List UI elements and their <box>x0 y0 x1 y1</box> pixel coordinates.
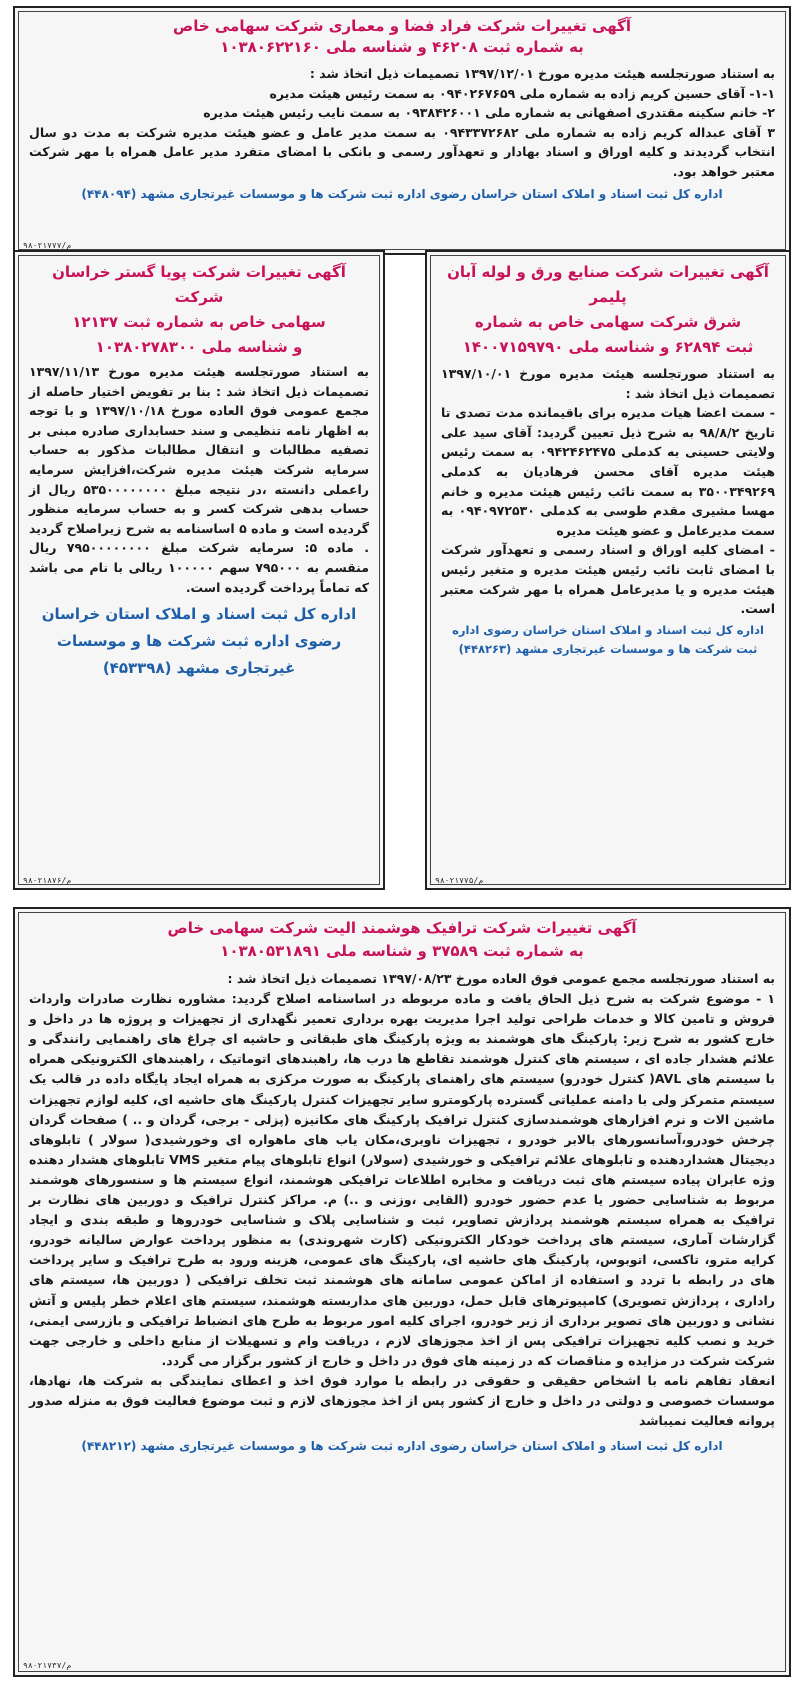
ad-top-paragraph: ۳ آقای عبداله کریم زاده به شماره ملی ۰۹۴۳۳۷۲۶۸۲ به سمت مدیر عامل و عضو هیئت مدیره شرکت به مدت دو سال انتخاب گردیدند و کلیه اوراق و اسناد بهادار و تعهدآور رسمی و بانکی با امضای متفرد مدیر عامل همراه با مهر شرکت معتبر خواهد بود. <box>29 124 776 179</box>
ad-right-title-line3: ثبت ۶۲۸۹۴ و شناسه ملی ۱۴۰۰۷۱۵۹۷۹۰ <box>462 338 754 356</box>
ad-right-paragraph: - سمت اعضا هیات مدیره برای باقیمانده مدت تصدی تا تاریخ ۹۸/۸/۲ به شرح ذیل تعیین گردید: آقای سید علی ولایتی حسینی به کدملی ۰۹۴۲۴۶۲۴۷۵ به سمت رئیس هیئت مدیره آقای محسن فرهادیان به کدملی ۳۵۰۰۳۴۹۲۶۹ به سمت نائب رئیس هیئت مدیره و خانم مهسا مشیری مقدم طوسی به کدملی ۰۹۴۰۹۷۲۵۳۰ به سمت مدیرعامل و عضو هیئت مدیره <box>441 405 776 538</box>
ad-right-title-line1: آگهی تغییرات شرکت صنایع ورق و لوله آبان پلیمر <box>447 263 769 306</box>
ad-top-notice <box>13 6 791 255</box>
ad-left-code: ۹۸۰۲۱۸۷۶/م <box>23 876 72 885</box>
ad-top-title-line2: به شماره ثبت ۴۶۲۰۸ و شناسه ملی ۱۰۳۸۰۶۲۲۱۶۰ <box>220 38 584 56</box>
ad-right-body <box>441 364 775 619</box>
ad-bottom-code: ۹۸۰۲۱۷۳۷/م <box>23 1661 72 1670</box>
ad-bottom-notice <box>13 907 791 1677</box>
ad-left-frame <box>18 255 380 885</box>
ad-top-paragraph: ۱-۱- آقای حسین کریم زاده به شماره ملی ۰۹۴۰۲۶۷۶۵۹ به سمت رئیس هیئت مدیره <box>269 85 775 101</box>
ad-top-code: ۹۸۰۲۱۷۷۷/م <box>23 241 72 250</box>
ad-bottom-body <box>29 969 775 1431</box>
ad-left-body <box>29 362 369 597</box>
ad-top-footer: اداره کل ثبت اسناد و املاک استان خراسان رضوی اداره ثبت شرکت ها و موسسات غیرتجاری مشهد (۴۴۸۰۹۴) <box>81 187 723 201</box>
ad-bottom-title-line1: آگهی تغییرات شرکت ترافیک هوشمند الیت شرکت سهامی خاص <box>167 919 637 937</box>
ad-left-notice <box>13 250 385 890</box>
ad-right-code: ۹۸۰۲۱۷۷۵/م <box>435 876 484 885</box>
ad-top-title-line1: آگهی تغییرات شرکت فراد فضا و معماری شرکت سهامی خاص <box>173 17 631 35</box>
ad-right-notice <box>425 250 791 890</box>
ad-bottom-frame <box>18 912 786 1672</box>
ad-top-paragraph: به استناد صورتجلسه هیئت مدیره مورخ ۱۳۹۷/۱۲/۰۱ تصمیمات ذیل اتخاذ شد : <box>309 66 775 81</box>
ad-right-title-line2: شرق شرکت سهامی خاص به شماره <box>474 313 742 331</box>
ad-left-footer: اداره کل ثبت اسناد و املاک استان خراسان رضوی اداره ثبت شرکت ها و موسسات غیرتجاری مشهد (۴۵۳۳۹۸) <box>41 605 357 678</box>
ad-bottom-title-line2: به شماره ثبت ۳۷۵۸۹ و شناسه ملی ۱۰۳۸۰۵۳۱۸۹۱ <box>220 942 584 960</box>
ad-bottom-footer: اداره کل ثبت اسناد و املاک استان خراسان رضوی اداره ثبت شرکت ها و موسسات غیرتجاری مشهد (۴۴۸۲۱۲) <box>81 1439 723 1454</box>
ad-bottom-paragraph: انعقاد تفاهم نامه با اشخاص حقیقی و حقوقی در رابطه با موارد فوق اخذ و اعطای نمایندگی به شرکت ها، نهادها، موسسات خصوصی و دولتی در داخل و خارج از کشور پس از اخذ مجوزهای لازم و ثبت موضوع فعالیت فوق به منزله صدور پروانه فعالیت نمیباشد <box>29 1372 775 1429</box>
ad-top-frame <box>18 11 786 250</box>
ad-bottom-paragraph: به استناد صورتجلسه مجمع عمومی فوق العاده مورخ ۱۳۹۷/۰۸/۲۳ تصمیمات ذیل اتخاذ شد : <box>227 971 775 986</box>
ad-right-paragraph: - امضای کلیه اوراق و اسناد رسمی و تعهدآور شرکت با امضای ثابت نائب رئیس هیئت مدیره و متغیر رئیس هیئت مدیره و یا مدیرعامل همراه با مهر شرکت معتبر است. <box>441 542 775 617</box>
ad-left-title-line1: آگهی تغییرات شرکت پویا گستر خراسان شرکت <box>52 263 346 306</box>
ad-top-paragraph: ۲- خانم سکینه مقتدری اصفهانی به شماره ملی ۰۹۳۸۴۲۶۰۰۱ به سمت نایب رئیس هیئت مدیره <box>203 105 775 120</box>
ad-top-body <box>29 64 775 181</box>
ad-left-title-line2: سهامی خاص به شماره ثبت ۱۲۱۳۷ <box>72 313 326 331</box>
ad-right-frame <box>430 255 786 885</box>
ad-bottom-paragraph: ۱ - موضوع شرکت به شرح ذیل الحاق یافت و ماده مربوطه در اساسنامه اصلاح گردید: مشاوره نظارت صادرات واردات فروش و تامین کالا و خدمات طراحی تولید اجرا مدیریت بهره برداری تعمیر نگهداری از تجهیزات و پروژه ها در داخل و خارج کشور به شرح زیر: پارکینگ های هوشمند به ویژه پارکینگ های طبقاتی و حاشیه ای چراغ های راهنمایی رانندگی و علائم هشدار جاده ای ، سیستم های کنترل هوشمند تقاطع ها درب ها، راهبندهای اتوماتیک ، راهبندهای الکترونیکی همراه با سیستم های AVL( کنترل خودرو) سیستم های راهنمای پارکینگ به صورت مرکزی به همراه ایجاد پایگاه داده در قالب یک سیستم متمرکز ولی با دامنه عملیاتی گسترده پارکومترو سایر تجهیزات کنترل پارکینگ های حاشیه ای، کلیه لوازم تجهیزات ماشین الات و نرم افزارهای هوشمندسازی کنترل ترافیک پارکینگ های مکانیزه (پزلی - برجی، گردان و .. ) صفحات گردان چرخش خودرو،آسانسورهای بالابر خودرو ، تجهیزات ناوبری،مکان یاب های ماهواره ای وخورشیدی( سولار ) تابلوهای دیجیتال هشداردهنده و تابلوهای علائم ترافیکی و خورشیدی (سولار) انواع تابلوهای پیام متغیر VMS تابلوهای هشدار دهنده وژه عابران پیاده سیستم های ثبت دریافت و مخابره اطلاعات ترافیکی هوشمند، انواع سیستم ها و سنسورهای هوشمند مربوط به شناسایی حضور یا عدم حضور خودرو (القایی ،وزنی و ..) م. مراکز کنترل ترافیک و دوربین های نظارت بر ترافیک به همراه سیستم هوشمند پردازش تصاویر، ثبت و شناسایی پلاک و شناسایی خودروها و طبقه بندی و ایجاد گزارشات آماری، سیستم های پرداخت خودکار الکترونیکی (کارت شهروندی) به منظور پرداخت عوارض سالیانه خودرو، کرایه مترو، تاکسی، اتوبوس، پارکینگ های حاشیه ای، پارکینگ های عمومی، هزینه ورود به طرح ترافیک و سایر پرداخت های در رابطه با تردد و استفاده از اماکن عمومی سامانه های هوشمند ثبت تخلف ترافیکی ( دوربین ها، سیستم های راداری ، پردازش تصویری) کامپیوترهای قابل حمل، دوربین های مداربسته هوشمند، سیستم های اعلام خطر پلیس و آتش نشانی و دوربین های تصویر برداری از زیر خودرو، اجرای کلیه امور مربوط به طرح های انضباط ترافیکی و بازرسی ایمنی، خرید و نصب کلیه تجهیزات ترافیکی پس از اخذ مجوزهای لازم ، دریافت وام و تسهیلات از منابع داخلی و خارجی جهت شرکت شرکت در مزایده و مناقصات که در زمینه های فوق در داخل و خارج از کشور برگزار می گردد. <box>29 991 776 1368</box>
ad-left-title-line3: و شناسه ملی ۱۰۳۸۰۲۷۸۳۰۰ <box>95 338 303 356</box>
ad-right-footer: اداره کل ثبت اسناد و املاک استان خراسان رضوی اداره ثبت شرکت ها و موسسات غیرتجاری مشهد (۴۴۸۲۶۳) <box>452 622 764 656</box>
ad-right-paragraph: به استناد صورتجلسه هیئت مدیره مورخ ۱۳۹۷/۱۰/۰۱ تصمیمات ذیل اتخاذ شد : <box>441 366 775 401</box>
ad-left-paragraph: به استناد صورتجلسه هیئت مدیره مورخ ۱۳۹۷/۱۱/۱۳ تصمیمات ذیل اتخاذ شد : بنا بر تفویض اختیار حاصله از مجمع عمومی فوق العاده مورخ ۱۳۹۷/۱۰/۱۸ و با توجه به اظهار نامه تنظیمی و سند حسابداری صادره مبنی بر تصفیه مطالبات و انتقال مطالبات مذکور به حساب سرمایه شرکت هیئت مدیره شرکت،افزایش سرمایه راعملی دانسته ،در نتیجه مبلغ ۵۳۵۰۰۰۰۰۰۰۰ ریال از حساب بدهی شرکت کسر و به حساب سرمایه منظور گردیده است و ماده ۵ اساسنامه به شرح زیراصلاح گردید . ماده ۵: سرمایه شرکت مبلغ ۷۹۵۰۰۰۰۰۰۰۰ ریال منقسم به ۷۹۵۰۰۰ سهم ۱۰۰۰۰۰ ریالی با نام می باشد که تماماً پرداخت گردیده است. <box>29 364 369 595</box>
